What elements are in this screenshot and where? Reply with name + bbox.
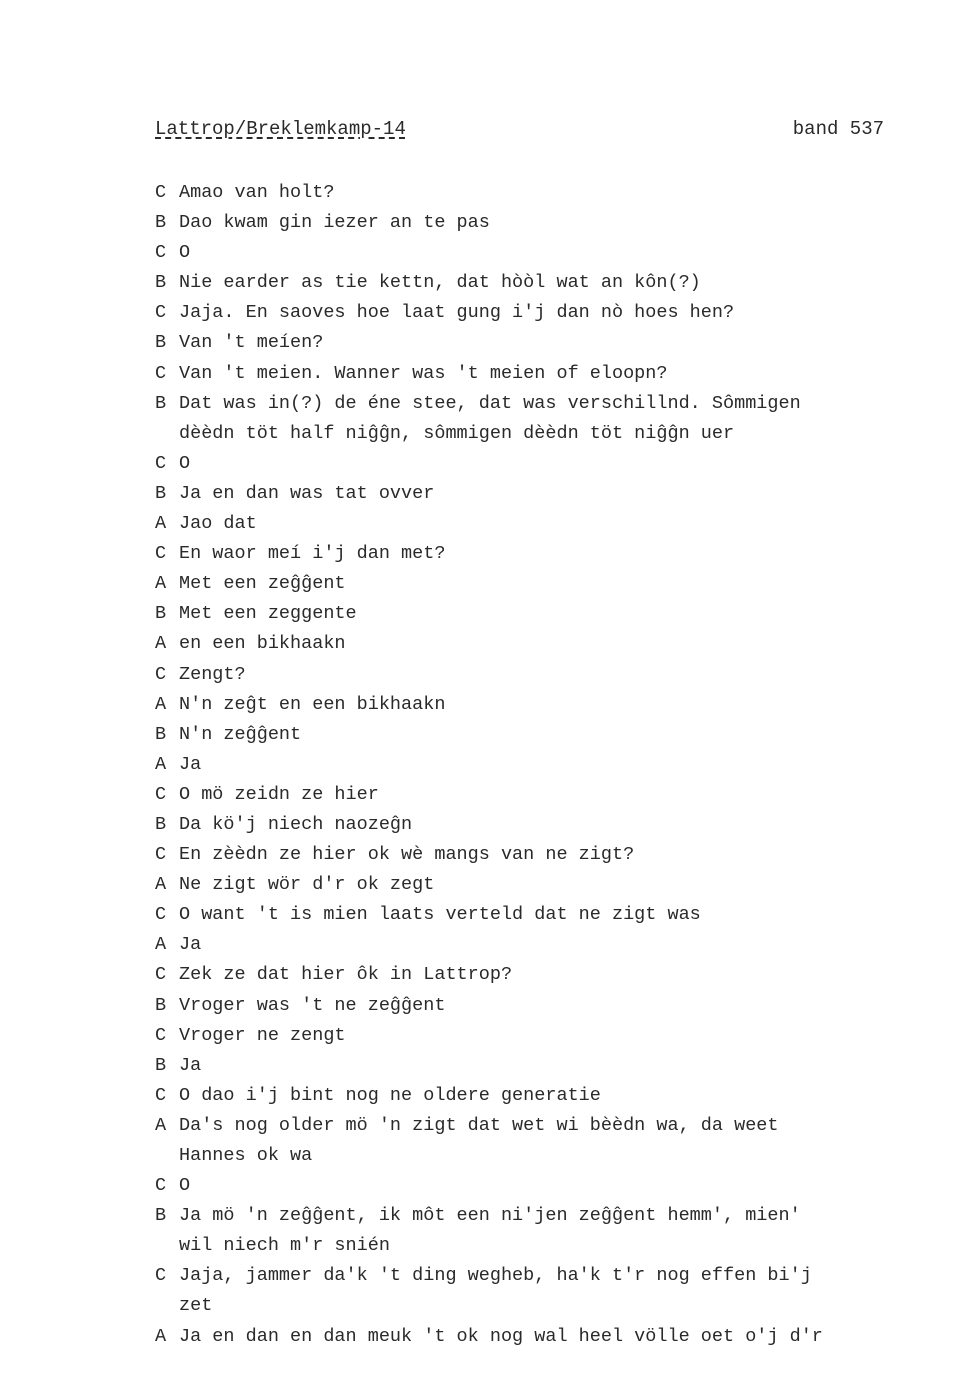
utterance-text: en een bikhaakn — [179, 633, 346, 655]
utterance-text: Ja mö 'n zeĝĝent, ik môt een ni'jen zeĝĝent hemm', mien' — [179, 1205, 801, 1227]
tape-number: band 537 — [792, 118, 884, 140]
transcript-line — [155, 359, 915, 389]
transcript-line — [155, 900, 915, 930]
utterance-text: Jao dat — [179, 513, 257, 535]
transcript-line — [155, 930, 915, 960]
utterance-text: Hannes ok wa — [179, 1145, 313, 1166]
speaker-label: C — [155, 663, 167, 685]
utterance-text: zet — [179, 1295, 213, 1317]
location-title: Lattrop/Breklemkamp-14 — [155, 118, 406, 140]
speaker-label: C — [155, 362, 167, 384]
speaker-label: C — [155, 1084, 167, 1106]
speaker-label: B — [155, 603, 167, 625]
speaker-label: B — [155, 272, 167, 294]
transcript-line — [155, 539, 915, 569]
utterance-text: Zek ze dat hier ôk in Lattrop? — [179, 964, 513, 986]
utterance-text: O want 't is mien laats verteld dat ne zigt was — [179, 904, 701, 926]
transcript-continuation — [155, 419, 915, 449]
transcript-line — [155, 1261, 915, 1291]
speaker-label: A — [155, 934, 167, 956]
speaker-label: A — [155, 633, 167, 655]
transcript-line — [155, 870, 915, 900]
utterance-text: O mö zeidn ze hier — [179, 783, 379, 805]
transcript-line — [155, 960, 915, 990]
utterance-text: Dat was in(?) de éne stee, dat was verschillnd. Sômmigen — [179, 392, 801, 414]
utterance-text: wil niech m'r snién — [179, 1235, 390, 1257]
transcript-line — [155, 389, 915, 419]
transcript-continuation — [155, 1231, 915, 1261]
transcript-line — [155, 1081, 915, 1111]
transcript-line — [155, 599, 915, 629]
speaker-label: A — [155, 1114, 167, 1136]
utterance-text: Da kö'j niech naozeĝn — [179, 813, 413, 835]
transcript-line — [155, 1171, 915, 1201]
speaker-label: B — [155, 994, 167, 1016]
speaker-label: C — [155, 543, 167, 565]
utterance-text: N'n zeĝĝent — [179, 723, 302, 745]
utterance-text: Ja — [179, 1054, 202, 1076]
utterance-text: Ja — [179, 934, 202, 956]
transcript-line — [155, 810, 915, 840]
speaker-label: A — [155, 573, 167, 595]
utterance-text: dèèdn töt half niĝĝn, sômmigen dèèdn töt niĝĝn uer — [179, 422, 735, 444]
utterance-text: O dao i'j bint nog ne oldere generatie — [179, 1084, 601, 1106]
transcript-line — [155, 1021, 915, 1051]
transcript-line — [155, 298, 915, 328]
transcript-line — [155, 479, 915, 509]
utterance-text: Dao kwam gin iezer an te pas — [179, 212, 490, 234]
speaker-label: C — [155, 1024, 167, 1046]
transcript-line — [155, 750, 915, 780]
speaker-label: A — [155, 693, 167, 715]
speaker-label: C — [155, 904, 167, 926]
transcript-body — [155, 178, 915, 1352]
speaker-label: C — [155, 964, 167, 986]
utterance-text: O — [179, 1175, 191, 1197]
speaker-label: B — [155, 392, 167, 414]
speaker-label: B — [155, 1054, 167, 1076]
transcript-line — [155, 629, 915, 659]
speaker-label: C — [155, 302, 167, 324]
speaker-label: B — [155, 332, 167, 354]
utterance-text: Met een zeĝĝent — [179, 573, 346, 595]
utterance-text: O — [179, 242, 191, 264]
speaker-label: B — [155, 723, 167, 745]
transcript-line — [155, 720, 915, 750]
speaker-label: C — [155, 242, 167, 264]
transcript-continuation — [155, 1291, 915, 1321]
utterance-text: En waor meí i'j dan met? — [179, 543, 446, 565]
speaker-label: B — [155, 1205, 167, 1227]
transcript-line — [155, 268, 915, 298]
speaker-label: C — [155, 1265, 167, 1287]
speaker-label: C — [155, 182, 167, 203]
transcript-line — [155, 238, 915, 268]
utterance-text: En zèèdn ze hier ok wè mangs van ne zigt? — [179, 844, 635, 866]
utterance-text: O — [179, 452, 191, 474]
speaker-label: A — [155, 1325, 167, 1347]
transcript-line — [155, 690, 915, 720]
speaker-label: C — [155, 452, 167, 474]
utterance-text: Amao van holt? — [179, 182, 335, 203]
utterance-text: Van 't meien. Wanner was 't meien of eloopn? — [179, 362, 668, 384]
transcript-line — [155, 449, 915, 479]
utterance-text: Jaja. En saoves hoe laat gung i'j dan nò hoes hen? — [179, 302, 735, 324]
utterance-text: Met een zeggente — [179, 603, 357, 625]
transcript-line — [155, 660, 915, 690]
page-header — [155, 118, 884, 144]
utterance-text: Ja en dan en dan meuk 't ok nog wal heel völle oet o'j d'r — [179, 1325, 823, 1347]
transcript-line — [155, 1201, 915, 1231]
transcript-line — [155, 840, 915, 870]
utterance-text: Van 't meíen? — [179, 332, 324, 354]
speaker-label: A — [155, 874, 167, 896]
utterance-text: Da's nog older mö 'n zigt dat wet wi bèèdn wa, da weet — [179, 1114, 779, 1136]
speaker-label: B — [155, 212, 167, 234]
utterance-text: Ja — [179, 753, 202, 775]
transcript-line — [155, 1051, 915, 1081]
utterance-text: Jaja, jammer da'k 't ding wegheb, ha'k t'r nog effen bi'j — [179, 1265, 812, 1287]
transcript-line — [155, 569, 915, 599]
utterance-text: Ja en dan was tat ovver — [179, 482, 435, 504]
speaker-label: B — [155, 813, 167, 835]
utterance-text: Nie earder as tie kettn, dat hòòl wat an kôn(?) — [179, 272, 701, 294]
utterance-text: Vroger was 't ne zeĝĝent — [179, 994, 446, 1016]
speaker-label: C — [155, 844, 167, 866]
transcript-line — [155, 1111, 915, 1141]
transcript-line — [155, 178, 915, 208]
speaker-label: A — [155, 753, 167, 775]
speaker-label: A — [155, 513, 167, 535]
transcript-line — [155, 991, 915, 1021]
speaker-label: C — [155, 783, 167, 805]
utterance-text: N'n zeĝt en een bikhaakn — [179, 693, 446, 715]
transcript-line — [155, 1322, 915, 1352]
transcript-continuation — [155, 1141, 915, 1171]
utterance-text: Ne zigt wör d'r ok zegt — [179, 874, 435, 896]
transcript-line — [155, 509, 915, 539]
utterance-text: Zengt? — [179, 663, 246, 685]
speaker-label: C — [155, 1175, 167, 1197]
transcript-line — [155, 208, 915, 238]
utterance-text: Vroger ne zengt — [179, 1024, 346, 1046]
transcript-line — [155, 780, 915, 810]
transcript-line — [155, 328, 915, 358]
speaker-label: B — [155, 482, 167, 504]
